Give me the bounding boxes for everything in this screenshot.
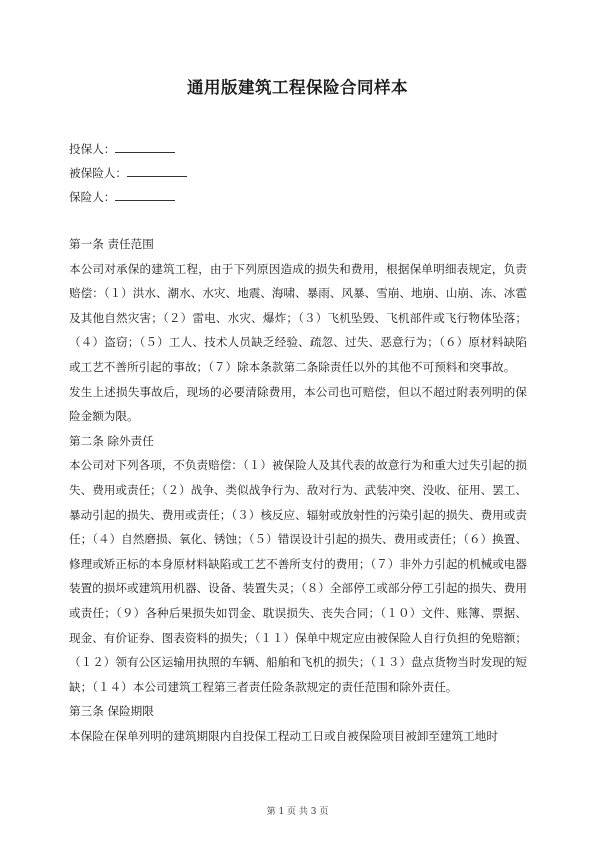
policyholder-field	[69, 141, 175, 157]
insurer-field	[69, 189, 175, 205]
policyholder-blank[interactable]	[115, 141, 175, 153]
insured-field	[69, 165, 187, 181]
contract-body	[69, 232, 527, 748]
article-1-paragraph: 本公司对承保的建筑工程，由于下列原因造成的损失和费用，根据保单明细表规定，负责赔偿：（１）洪水、潮水、水灾、地震、海啸、暴雨、风暴、雪崩、地崩、山崩、冻、冰雹及其他自然灾害；（２）雷电、水灾、爆炸；（３）飞机坠毁、飞机部件或飞行物体坠落；（４）盗窃；（５）工人、技术人员缺乏经验、疏忽、过失、恶意行为；（６）原材料缺陷或工艺不善所引起的事故；（７）除本条款第二条除责任以外的其他不可预料和突事故。	[69, 261, 527, 374]
insured-label: 被保险人：	[69, 166, 127, 180]
article-2-paragraph: 本公司对下列各项，不负责赔偿：（１）被保险人及其代表的故意行为和重大过失引起的损失、费用或责任；（２）战争、类似战争行为、敌对行为、武装冲突、没收、征用、罢工、暴动引起的损失、费用或责任；（３）核反应、辐射或放射性的污染引起的损失、费用或责任；（４）自然磨损、氧化、锈蚀；（５）错误设计引起的损失、费用或责任；（６）换置、修理或矫正标的本身原材料缺陷或工艺不善所支付的费用；（７）非外力引起的机械或电器装置的损坏或建筑用机器、设备、装置失灵；（８）全部停工或部分停工引起的损失、费用或责任；（９）各种后果损失如罚金、耽误损失、丧失合同；（１０）文件、账簿、票据、现金、有价证券、图表资料的损失；（１１）保单中规定应由被保险人自行负担的免赔额；（１２）领有公区运输用执照的车辆、船舶和飞机的损失；（１３）盘点货物当时发现的短缺；（１４）本公司建筑工程第三者责任险条款规定的责任范围和除外责任。	[69, 458, 527, 694]
article-1-paragraph-2: 发生上述损失事故后，现场的必要清除费用，本公司也可赔偿，但以不超过附表列明的保险金额为限。	[69, 384, 527, 424]
insured-blank[interactable]	[127, 165, 187, 177]
article-2-heading: 第二条 除外责任	[69, 433, 154, 448]
policyholder-label: 投保人：	[69, 142, 116, 156]
article-1-heading: 第一条 责任范围	[69, 237, 154, 251]
page-number: 第 1 页 共 3 页	[266, 807, 329, 817]
article-3-paragraph: 本保险在保单列明的建筑期限内自投保工程动工日或自被保险项目被卸至建筑工地时	[69, 728, 498, 743]
article-3-heading: 第三条 保险期限	[69, 704, 154, 719]
insurer-blank[interactable]	[115, 189, 175, 201]
document-title: 通用版建筑工程保险合同样本	[187, 78, 408, 97]
insurer-label: 保险人：	[69, 190, 116, 204]
